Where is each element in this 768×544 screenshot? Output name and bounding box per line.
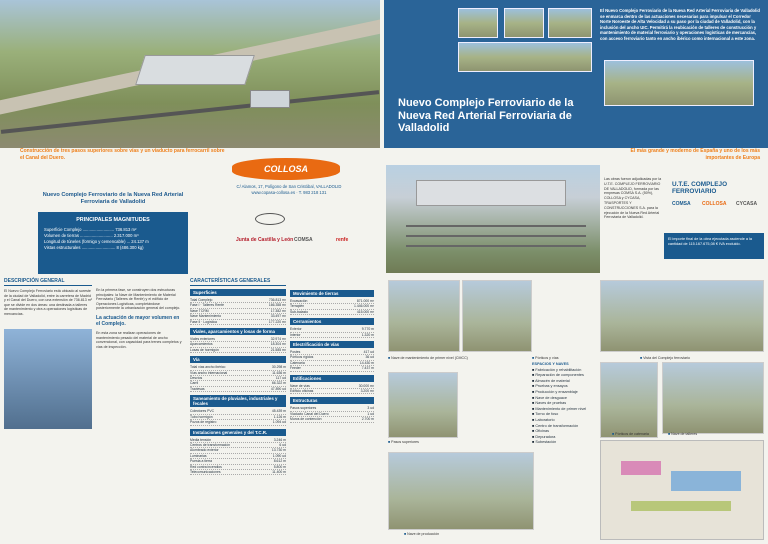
- row-value: 13.730 m: [271, 448, 286, 453]
- aerial-photo-collage: [0, 0, 380, 148]
- collosa-logo-mark: COLLOSA: [232, 158, 340, 180]
- row-value: 166.358 m²: [268, 303, 286, 308]
- thumb-photo: [504, 8, 544, 38]
- photo-production: [388, 452, 534, 530]
- tierras-table: [290, 299, 374, 315]
- table-row: [290, 389, 374, 394]
- description-column-2: [96, 278, 184, 544]
- legend-item: ■ Depuradora: [532, 434, 556, 439]
- collosa-logo: [232, 158, 340, 180]
- thumb-photo: [604, 60, 754, 106]
- superficies-head: Superficies: [190, 289, 286, 296]
- company-address: [224, 184, 354, 196]
- earthworks-column: [290, 278, 374, 544]
- sanea-head: Saneamiento de pluviales, industriales y fecales: [190, 395, 286, 407]
- photo-rail: [406, 235, 586, 237]
- magnitudes-box: [38, 212, 188, 274]
- legend-item: ■ Producción y ensamblaje: [532, 389, 578, 394]
- inst-head: Instalaciones generales y del T.C.R.: [190, 429, 286, 436]
- row-value: 415.000 m³: [356, 309, 374, 314]
- table-row: [290, 417, 374, 422]
- legend-item: ■ Oficinas: [532, 429, 550, 434]
- row-label: Excavación: [290, 299, 308, 303]
- row-value: 47.890 ud: [270, 386, 286, 391]
- thumb-photo: [548, 8, 592, 38]
- estr-table: [290, 406, 374, 422]
- row-value: 6 ud: [279, 442, 286, 447]
- photo-complex: [600, 280, 764, 352]
- row-label: Red contra incendios: [190, 464, 222, 469]
- legend-item: ■ Mantenimiento de primer nivel: [532, 406, 587, 411]
- ute-logo: CYCASA: [736, 201, 758, 207]
- ute-logo: COLLOSA: [702, 201, 727, 207]
- row-label: Feeder: [290, 366, 301, 371]
- row-value: 45.439 m: [271, 409, 286, 414]
- photo-building-small: [250, 90, 290, 108]
- photo-maintenance: [388, 280, 460, 352]
- via-table: [190, 365, 286, 392]
- photo-rail: [406, 225, 586, 227]
- description-text-2: En la primera fase, se construyen dos estructuras principales: la Nave de Mantenimiento de Material Ferroviario (Talleres de Renfe) y el edificio de Operaciones Logísticas, completándose posteriormente la urbanización general del complejo.: [96, 288, 181, 311]
- characteristics-column: [190, 278, 286, 544]
- row-value: 1.090 ud: [272, 453, 286, 458]
- plan-building: [621, 461, 661, 475]
- edif-head: Edificaciones: [290, 375, 374, 382]
- web-line: www.copasa-collosa.es · T. 983 218 131: [251, 190, 327, 195]
- row-value: 8.612 m: [273, 459, 286, 464]
- photo-catenary: [388, 372, 458, 438]
- table-row: [290, 366, 374, 371]
- edif-table: [290, 384, 374, 395]
- legend-item: ■ Pruebas y ensayos: [532, 384, 568, 389]
- row-label: Carril: [190, 381, 199, 386]
- row-label: Vías ancho internacional: [190, 370, 228, 375]
- row-label: Edificio oficinas: [290, 389, 314, 394]
- row-label: Puesta a tierra: [190, 459, 213, 464]
- project-title-left: Nuevo Complejo Ferroviario de la Nueva Red Arterial Ferroviaria de Valladolid: [42, 192, 184, 205]
- table-row: [290, 333, 374, 338]
- row-value: 32.974 m²: [270, 337, 286, 342]
- row-value: 5.800 m: [273, 464, 286, 469]
- row-value: 14.430 m: [359, 360, 374, 365]
- photo-caption: ■ Nave de mantenimiento de primer nivel (CMCC): [388, 356, 468, 360]
- legend-title: ESPACIOS Y NAVES: [532, 362, 569, 366]
- partner-logo: Junta de Castilla y León: [236, 237, 294, 243]
- row-label: Total vías ancho ibérico: [190, 365, 226, 370]
- row-label: Losas de hormigón: [190, 347, 219, 352]
- row-label: Sub-balasto: [290, 309, 309, 314]
- partner-logo: renfe: [336, 237, 349, 243]
- row-value: 9.770 m: [361, 327, 374, 332]
- sanea-table: [190, 409, 286, 425]
- row-label: Viales exteriores: [190, 337, 216, 342]
- table-row: [190, 420, 286, 425]
- spaces-legend: [532, 362, 642, 446]
- row-value: 1.094 ud: [272, 420, 286, 425]
- photo-caption: ■ Vista del Complejo ferroviario: [640, 356, 690, 360]
- legend-item: ■ Centro de transformación: [532, 423, 579, 428]
- caption-left: Construcción de tres pasos superiores sobre vías y un viaducto para ferrocarril sobre el Canal del Duero.: [20, 148, 225, 161]
- row-value: 11.636 m: [272, 370, 286, 375]
- cerr-table: [290, 327, 374, 338]
- row-value: 11.400 m: [272, 469, 286, 474]
- photo-caption: ■ Pasos superiores: [388, 440, 419, 444]
- description-title: DESCRIPCIÓN GENERAL: [4, 278, 92, 286]
- row-value: 871.000 m³: [356, 299, 374, 303]
- row-value: 66.322 m: [271, 381, 286, 386]
- row-value: 1.320 m: [361, 332, 374, 337]
- magnitude-row: Longitud de túneles (formigo y cemencable) ... 24.137 m: [44, 239, 149, 244]
- legend-item: ■ Subestación: [532, 440, 557, 445]
- row-value: 417 ud: [363, 350, 374, 355]
- row-label: Alumbrado exterior: [190, 448, 219, 453]
- description-text: El Nuevo Complejo Ferroviario está ubicado al sureste de la ciudad de Valladolid, entre la carretera de Madrid y el Canal del Duero, con una extensión de 736.813 m² que se divide en dos áreas: una destinada a talleres de mantenimiento y otra a operaciones logísticas de mercancías.: [4, 289, 92, 316]
- legend-item: ■ Fabricación y rehabilitación: [532, 367, 582, 372]
- adif-logo-icon: [255, 213, 285, 225]
- row-value: 736.813 m²: [268, 298, 286, 302]
- complex-aerial-photo: [386, 165, 600, 273]
- inst-table: [190, 438, 286, 476]
- legend-item: ■ Almacén de material: [532, 378, 570, 383]
- elec-table: [290, 350, 374, 372]
- magnitude-row: Vistas estructurales ............................. 8 (486.300 kg): [44, 245, 144, 250]
- plan-building: [631, 501, 731, 511]
- row-label: Fase I · Talleres Renfe: [190, 303, 225, 308]
- magnitudes-title: PRINCIPALES MAGNITUDES: [76, 217, 150, 223]
- description-subtitle: La actuación de mayor volumen en el Complejo.: [96, 314, 180, 327]
- row-label: Pasos superiores: [290, 406, 317, 411]
- legend-list: [532, 368, 642, 446]
- row-value: 1.126 m: [273, 414, 286, 419]
- table-row: [290, 310, 374, 315]
- thumb-photo: [458, 42, 592, 72]
- row-value: 3 ud: [367, 406, 374, 411]
- row-value: 1 ud: [367, 411, 374, 416]
- row-value: 30.298 m: [271, 365, 286, 370]
- legend-item: ■ Reparación de componentes: [532, 373, 584, 378]
- photo-caption: ■ Pórticos y vías: [532, 356, 559, 360]
- row-label: Desvíos: [190, 376, 203, 381]
- row-value: 30.000 m²: [358, 383, 374, 388]
- legend-item: ■ Laboratorio: [532, 417, 555, 422]
- vias-table: [190, 337, 286, 353]
- row-value: 2.700 m: [361, 417, 374, 422]
- row-label: Fase II · Logística: [190, 319, 217, 324]
- ute-logo: COMSA: [672, 201, 691, 207]
- row-value: 117 ud: [275, 376, 286, 381]
- table-row: [190, 320, 286, 325]
- legend-item: ■ Torno de foso: [532, 412, 559, 417]
- via-head: Vía: [190, 356, 286, 363]
- row-label: Media tensión: [190, 437, 212, 442]
- characteristics-title: CARACTERÍSTICAS GENERALES: [190, 278, 286, 286]
- photo-building: [416, 180, 566, 206]
- superficies-table: [190, 298, 286, 325]
- photo-caption: ■ Pórticos de catenaria: [612, 432, 649, 436]
- row-label: Viaducto Canal del Duero: [290, 411, 329, 416]
- row-value: 3.200 m²: [360, 389, 374, 394]
- partner-logos: [236, 235, 380, 251]
- amount-box: El importe final de la obra ejecutada asciende a la cantidad de 115.167.675,08 € IVA excluido.: [664, 233, 764, 259]
- row-label: Pórticos rígidos: [290, 355, 314, 360]
- row-label: Nave Mantenimiento: [190, 314, 222, 319]
- row-label: Nave de vías: [290, 383, 310, 388]
- row-value: 33.497 m²: [270, 314, 286, 319]
- plan-building: [671, 471, 741, 491]
- table-row: [190, 470, 286, 475]
- row-label: Colectores PVC: [190, 409, 215, 414]
- row-label: Centros de transformación: [190, 442, 230, 447]
- legend-item: ■ Nave de desguace: [532, 395, 568, 400]
- row-value: 3.246 m: [273, 437, 286, 442]
- magnitude-row: Superficie Complejo ........................... 736.813 m²: [44, 227, 137, 232]
- site-plan: [600, 440, 764, 540]
- row-label: Nave TCRM: [190, 308, 209, 313]
- photo-rail: [406, 245, 586, 247]
- row-value: 177.220 m²: [268, 319, 286, 324]
- row-label: Traviesas: [190, 386, 205, 391]
- description-text-3: En esta zona se realizan operaciones de mantenimiento pesado del material de ancho convencional, con capacidad para trenes completos y vías de inspección.: [96, 330, 182, 349]
- partner-logo: COMSA: [294, 237, 313, 243]
- row-label: Luminarias: [190, 453, 207, 458]
- photo-caption: ■ Nave de producción: [404, 532, 439, 536]
- photo-building: [135, 55, 255, 85]
- table-row: [190, 348, 286, 353]
- row-label: Postes: [290, 350, 301, 355]
- ute-title: U.T.E. COMPLEJO FERROVIARIO: [672, 181, 728, 195]
- row-value: 21.585 m²: [270, 347, 286, 352]
- building-photo: [4, 329, 92, 429]
- elec-head: Electrificación de vías: [290, 341, 374, 348]
- address-line: C/ Alamos, 17, Polígono de San Cristóbal, VALLADOLID: [236, 184, 342, 189]
- vias-head: Viales, aparcamientos y losas de forma: [190, 328, 286, 335]
- thumb-photo: [458, 8, 498, 38]
- photo-interior: [662, 362, 764, 434]
- estr-head: Estructuras: [290, 397, 374, 404]
- row-label: Exterior: [290, 327, 302, 332]
- row-value: 17.382 m²: [270, 308, 286, 313]
- row-label: Tubo hormigón: [190, 414, 213, 419]
- row-label: Telecomunicaciones: [190, 469, 221, 474]
- row-value: 18.304 m²: [270, 342, 286, 347]
- main-title: Nuevo Complejo Ferroviario de la Nueva Red Arterial Ferroviaria de Valladolid: [398, 97, 574, 134]
- cerr-head: Cerramientos: [290, 318, 374, 325]
- row-value: 36 ud: [365, 355, 374, 360]
- row-value: 1.446.000 m³: [354, 304, 374, 309]
- description-column: [4, 278, 92, 544]
- tierras-head: Movimiento de tierras: [290, 290, 374, 297]
- photo-pillars: [462, 280, 532, 352]
- row-label: Muros de contención: [290, 417, 322, 422]
- row-value: 7.437 m: [361, 366, 374, 371]
- caption-right: El más grande y moderno de España y uno de los más importantes de Europa: [630, 148, 760, 161]
- ute-text: Las obras fueron adjudicadas por la U.T.E. COMPLEJO FERROVIARIO DE VALLADOLID, formada por las empresas COMSA S.A. (50%), COLLOSA y CYCASA, TRASPORTES Y CONSTRUCCIONES S.A. para la ejecución de la Nueva Red Arterial Ferroviaria de Valladolid.: [604, 177, 662, 220]
- row-label: Catenaria: [290, 360, 305, 365]
- table-row: [190, 387, 286, 392]
- row-label: Terraplén: [290, 304, 305, 309]
- row-label: Total Complejo: [190, 298, 213, 302]
- ute-logos: [672, 195, 762, 215]
- legend-item: ■ Naves de pruebas: [532, 401, 567, 406]
- row-label: Aparcamientos: [190, 342, 213, 347]
- row-label: Pozos de registro: [190, 420, 217, 425]
- intro-text: El Nuevo Complejo Ferroviario de la Nueva Red Arterial Ferroviaria de Valladolid se enmarca dentro de las actuaciones necesarias para impulsar el Corredor Norte Noroeste de Alta Velocidad a su paso por la ciudad de Valladolid, con la inclusión del ancho UIC. Permitirá la reubicación de talleres de construcción y mantenimiento de material ferroviario y operaciones logísticas de mercancías, con acceso ferroviario tanto en ancho ibérico como internacional a este zona.: [600, 8, 760, 41]
- photo-caption: ■ Nave de talleres: [668, 432, 697, 436]
- magnitude-row: Volumen de tierras ............................ 2.317.000 m³: [44, 233, 139, 238]
- row-label: Interior: [290, 332, 301, 337]
